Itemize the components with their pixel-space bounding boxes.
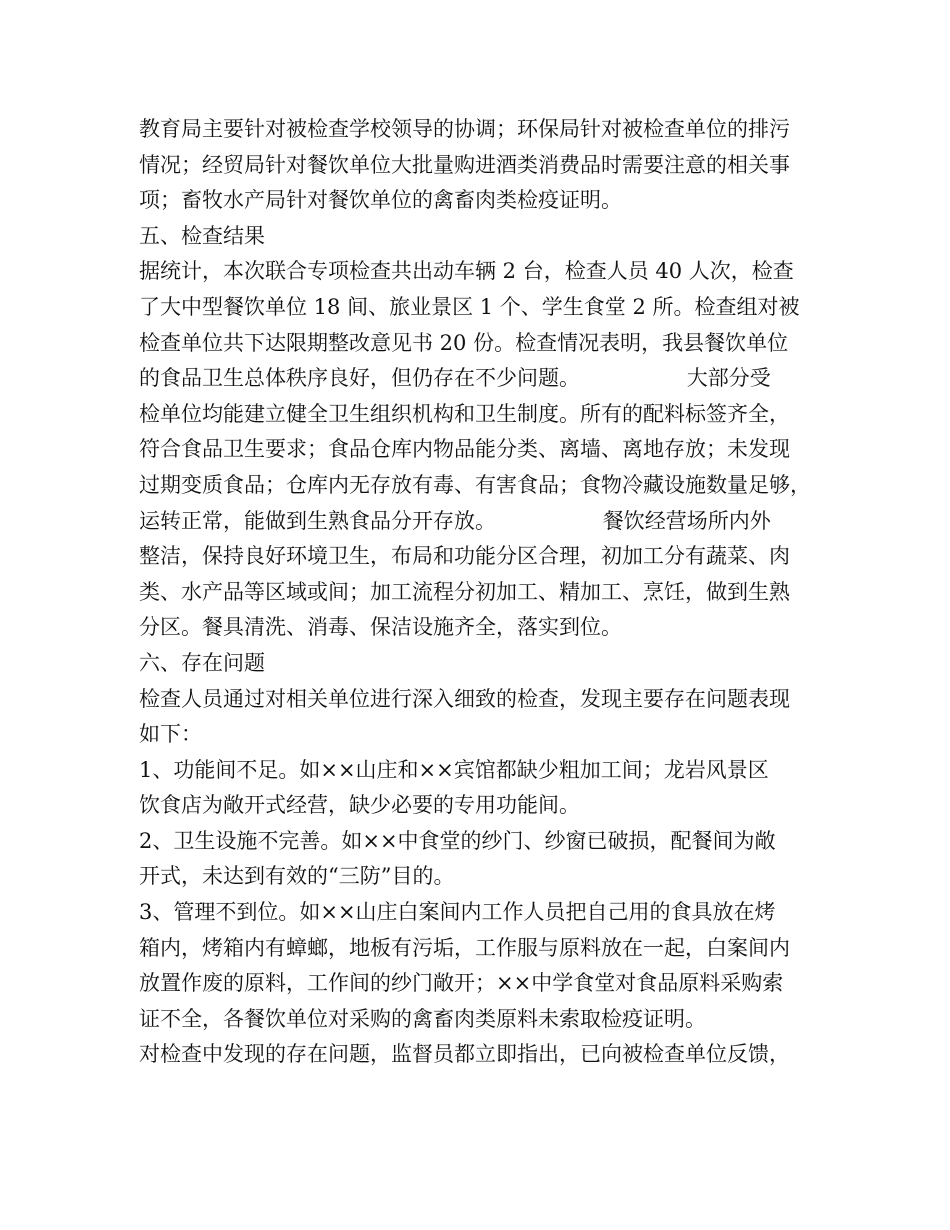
text-line: 据统计，本次联合专项检查共出动车辆 2 台，检查人员 40 人次，检查: [139, 259, 794, 284]
text-line: 检单位均能建立健全卫生组织机构和卫生制度。所有的配料标签齐全，: [139, 401, 790, 426]
text-line: 开式，未达到有效的“三防”目的。: [139, 864, 455, 889]
text-line: 项；畜牧水产局针对餐饮单位的禽畜肉类检疫证明。: [139, 188, 622, 213]
text-line: 符合食品卫生要求；食品仓库内物品能分类、离墙、离地存放；未发现: [139, 437, 790, 462]
text-line: 教育局主要针对被检查学校领导的协调；环保局针对被检查单位的排污: [139, 117, 790, 141]
text-line: 检查单位共下达限期整改意见书 20 份。检查情况表明，我县餐饮单位: [139, 330, 789, 355]
text-line: 放置作废的原料，工作间的纱门敞开；××中学食堂对食品原料采购索: [139, 971, 784, 996]
text-line: 分区。餐具清洗、消毒、保洁设施齐全，落实到位。: [139, 615, 622, 640]
text-line: 对检查中发现的存在问题，监督员都立即指出，已向被检查单位反馈，: [139, 1042, 790, 1067]
section-heading-problems: 六、存在问题: [139, 650, 265, 675]
text-line: 整洁，保持良好环境卫生，布局和功能分区合理，初加工分有蔬菜、肉: [139, 544, 790, 569]
section-heading-results: 五、检查结果: [139, 223, 265, 248]
text-line: 情况；经贸局针对餐饮单位大批量购进酒类消费品时需要注意的相关事: [139, 152, 790, 177]
text-line: 的食品卫生总体秩序良好，但仍存在不少问题。 大部分受: [139, 366, 771, 391]
text-line: 过期变质食品；仓库内无存放有毒、有害食品；食物冷藏设施数量足够，: [139, 472, 811, 497]
text-line: 检查人员通过对相关单位进行深入细致的检查，发现主要存在问题表现: [139, 686, 790, 711]
list-item-1: 1、功能间不足。如××山庄和××宾馆都缺少粗加工间；龙岩风景区: [139, 757, 769, 782]
text-line: 饮食店为敞开式经营，缺少必要的专用功能间。: [139, 793, 580, 818]
list-item-2: 2、卫生设施不完善。如××中食堂的纱门、纱窗已破损，配餐间为敞: [139, 828, 776, 853]
text-line: 箱内，烤箱内有蟑螂，地板有污垢，工作服与原料放在一起，白案间内: [139, 935, 790, 960]
text-line: 类、水产品等区域或间；加工流程分初加工、精加工、烹饪，做到生熟: [139, 579, 790, 604]
text-line: 证不全，各餐饮单位对采购的禽畜肉类原料未索取检疫证明。: [139, 1006, 706, 1031]
text-line: 了大中型餐饮单位 18 间、旅业景区 1 个、学生食堂 2 所。检查组对被: [139, 294, 800, 319]
text-line: 如下：: [139, 722, 202, 747]
document-body: [139, 112, 819, 1073]
text-line: 运转正常，能做到生熟食品分开存放。 餐饮经营场所内外: [139, 508, 771, 533]
list-item-3: 3、管理不到位。如××山庄白案间内工作人员把自己用的食具放在烤: [139, 900, 776, 925]
